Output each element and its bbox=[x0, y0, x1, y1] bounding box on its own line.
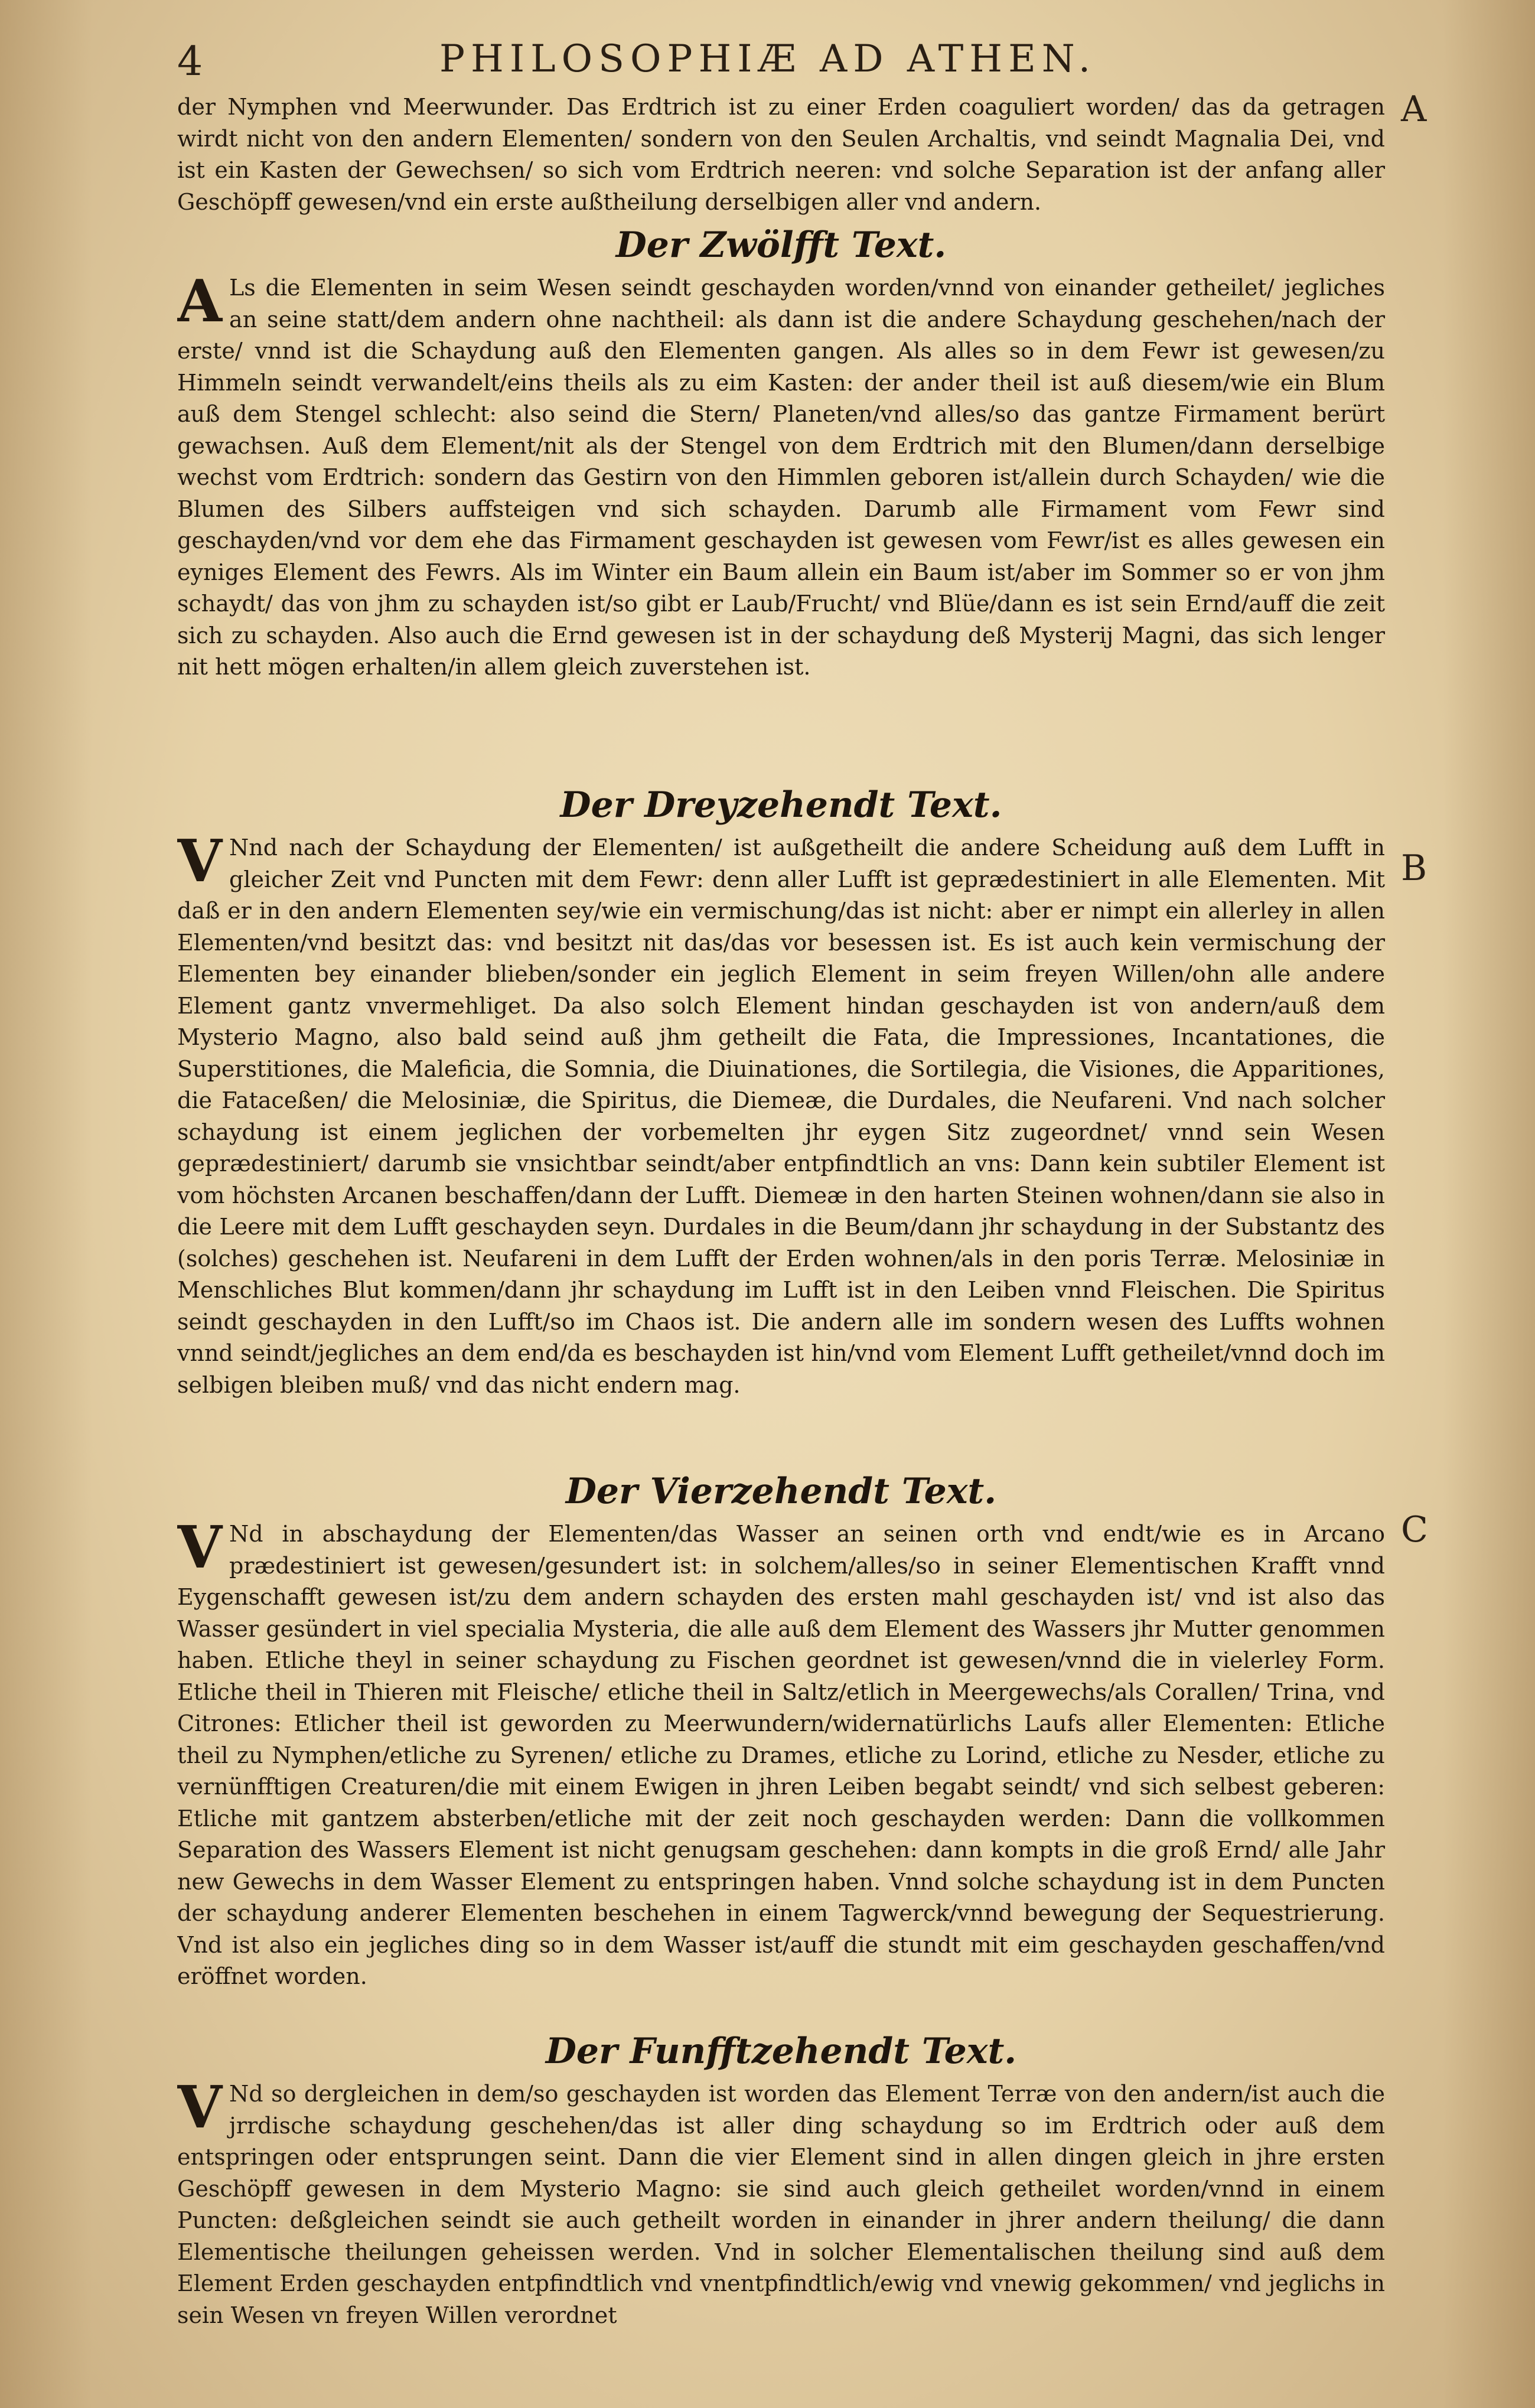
paragraph-thirteenth-text: VNnd nach der Schaydung der Elementen/ ist außgetheilt die andere Scheidung auß dem Lufft in gleicher Zeit vnd Puncten mit dem Fewr: denn aller Lufft ist geprædestiniert in alle Elementen. Mit daß er in den andern Elementen sey/wie ein vermischung/das ist nicht: aber er nimpt ein allerley in allen Elementen/vnd besitzt das: vnd besitzt nit das/das vor besessen ist. Es ist auch kein vermischung der Elementen bey einander blieben/sonder ein jeglich Element in seim freyen Willen/ohn alle andere Element gantz vnvermehliget. Da also solch Element hindan geschayden ist von andern/auß dem Mysterio Magno, also bald seind auß jhm getheilt die Fata, die Impressiones, Incantationes, die Superstitiones, die Maleficia, die Somnia, die Diuinationes, die Sortilegia, die Visiones, die Apparitiones, die Fataceßen/ die Melosiniæ, die Spiritus, die Diemeæ, die Durdales, die Neufareni. Vnd nach solcher schaydung ist einem jeglichen der vorbemelten jhr eygen Sitz zugeordnet/ vnnd sein Wesen geprædestiniert/ darumb sie vnsichtbar seindt/aber entpfindtlich an vns: Dann kein subtiler Element ist vom höchsten Arcanen beschaffen/dann der Lufft. Diemeæ in den harten Steinen wohnen/dann sie also in die Leere mit dem Lufft geschayden seyn. Durdales in die Beum/dann jhr schaydung in der Substantz des (solches) geschehen ist. Neufareni in dem Lufft der Erden wohnen/als in den poris Terræ. Melosiniæ in Menschliches Blut kommen/dann jhr schaydung im Lufft ist in den Leiben vnnd Fleischen. Die Spiritus seindt geschayden in den Lufft/so im Chaos ist. Die andern alle im sondern wesen des Luffts wohnen vnnd seindt/jegliches an dem end/da es beschayden ist hin/vnd vom Element Lufft getheilet/vnnd doch im selbigen bleiben muß/ vnd das nicht endern mag. bbox=[177, 827, 1385, 1398]
margin-letter-c: C bbox=[1401, 1509, 1428, 1550]
paragraph-intro: der Nymphen vnd Meerwunder. Das Erdtrich ist zu einer Erden coaguliert worden/ das da getragen wirdt nicht von den andern Elementen/ sondern von den Seulen Archaltis, vnd seindt Magnalia Dei, vnd ist ein Kasten der Gewechsen/ so sich vom Erdtrich neeren: vnd solche Separation ist der anfang aller Geschöpff gewesen/vnd ein erste außtheilung derselbigen aller vnd andern. bbox=[177, 94, 1385, 215]
heading-fifteenth-text: Der Funfftzehendt Text. bbox=[545, 2031, 1017, 2072]
paragraph-fourteenth-text: VNd in abschaydung der Elementen/das Wasser an seinen orth vnd endt/wie es in Arcano prædestiniert ist gewesen/gesundert ist: in solchem/alles/so in seiner Elementischen Krafft vnnd Eygenschafft gewesen ist/zu dem andern schayden des ersten mahl geschayden ist/ vnd ist also das Wasser gesündert in viel specialia Mysteria, die alle auß dem Element des Wassers jhr Mutter genommen haben. Etliche theyl in seiner schaydung zu Fischen geordnet ist gewesen/vnnd die in vielerley Form. Etliche theil in Thieren mit Fleische/ etliche theil in Saltz/etlich in Meergewechs/als Corallen/ Trina, vnd Citrones: Etlicher theil ist geworden zu Meerwundern/widernatürlichs Laufs aller Elementen: Etliche theil zu Nymphen/etliche zu Syrenen/ etliche zu Drames, etliche zu Lorind, etliche zu Nesder, etliche zu vernünfftigen Creaturen/die mit einem Ewigen in jhren Leiben begabt seindt/ vnd sich selbest geberen: Etliche mit gantzem absterben/etliche mit der zeit noch geschayden werden: Dann die vollkommen Separation des Wassers Element ist nicht genugsam geschehen: dann kompts in die groß Ernd/ alle Jahr new Gewechs in dem Wasser Element zu entspringen haben. Vnnd solche schaydung ist in dem Puncten der schaydung anderer Elementen beschehen in einem Tagwerck/vnnd bewegung der Sequestrierung. Vnd ist also ein jegliches ding so in dem Wasser ist/auff die stundt mit eim geschayden geschaffen/vnd eröffnet worden. bbox=[177, 1514, 1385, 1989]
margin-letter-b: B bbox=[1401, 848, 1428, 889]
running-title: PHILOSOPHIÆ AD ATHEN. bbox=[439, 37, 1097, 81]
heading-twelfth-text: Der Zwölfft Text. bbox=[615, 224, 947, 266]
margin-letter-a: A bbox=[1401, 89, 1427, 130]
paragraph-fifteenth-text: VNd so dergleichen in dem/so geschayden ist worden das Element Terræ von den andern/ist auch die jrrdische schaydung geschehen/das ist aller ding schaydung so im Erdtrich oder auß dem entspringen oder entsprungen seint. Dann die vier Element sind in allen dingen gleich in jhre ersten Geschöpff gewesen in dem Mysterio Magno: sie sind auch gleich getheilet worden/vnnd in einem Puncten: deßgleichen seindt sie auch getheilt worden in einander in jhrer andern theilung/ die dann Elementische theilungen geheissen werden. Vnd in solcher Elementalischen theilung sind auß dem Element Erden geschayden entpfindtlich vnd vnentpfindtlich/ewig vnd vnewig gekommen/ vnd jeglichs in sein Wesen vn freyen Willen verordnet bbox=[177, 2074, 1385, 2328]
paragraph-twelfth-text: ALs die Elementen in seim Wesen seindt geschayden worden/vnnd von einander getheilet/ jegliches an seine statt/dem andern ohne nachtheil: als dann ist die andere Schaydung geschehen/nach der erste/ vnnd ist die Schaydung auß den Elementen gangen. Als alles so in dem Fewr ist gewesen/zu Himmeln seindt verwandelt/eins theils als zu eim Kasten: der ander theil ist auß diesem/wie ein Blum auß dem Stengel schlecht: also seind die Stern/ Planeten/vnd alles/so das gantze Firmament berürt gewachsen. Auß dem Element/nit als der Stengel von dem Erdtrich mit den Blumen/dann derselbige wechst vom Erdtrich: sondern das Gestirn von den Himmlen geboren ist/allein durch Schayden/ wie die Blumen des Silbers auffsteigen vnd sich schayden. Darumb alle Firmament vom Fewr sind geschayden/vnd vor dem ehe das Firmament geschayden ist gewesen vom Fewr/ist es alles gewesen ein eyniges Element des Fewrs. Als im Winter ein Baum allein ein Baum ist/aber im Sommer so er von jhm schaydt/ das von jhm zu schayden ist/so gibt er Laub/Frucht/ vnd Blüe/dann es ist sein Ernd/auff die zeit sich zu schayden. Also auch die Ernd gewesen ist in der schaydung deß Mysterij Magni, das sich lenger nit hett mögen erhalten/in allem gleich zuverstehen ist. bbox=[177, 268, 1385, 680]
page-number: 4 bbox=[177, 38, 203, 85]
heading-thirteenth-text: Der Dreyzehendt Text. bbox=[560, 784, 1002, 826]
heading-fourteenth-text: Der Vierzehendt Text. bbox=[565, 1471, 997, 1512]
text-column bbox=[177, 92, 1385, 2371]
